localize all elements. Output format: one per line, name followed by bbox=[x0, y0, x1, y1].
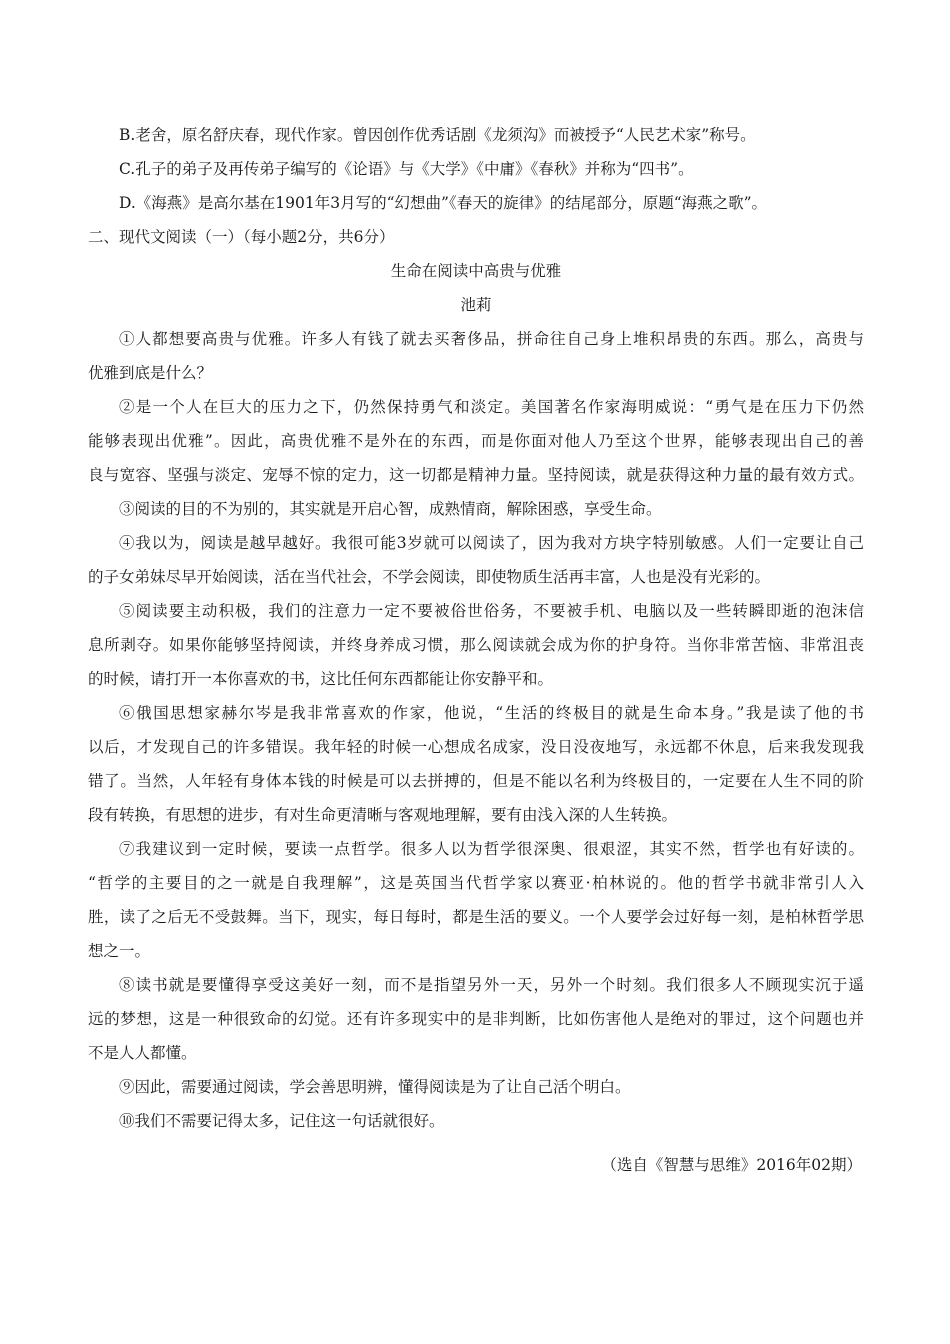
article-line: 想之一。 bbox=[88, 942, 151, 960]
article-author: 池莉 bbox=[460, 296, 492, 314]
article-line: 以后，才发现自己的许多错误。我年轻的时候一心想成名成家，没日没夜地写，永远都不休息，后来我发现我 bbox=[88, 738, 864, 756]
article-line: 段有转换，有思想的进步，有对生命更清晰与客观地理解，要有由浅入深的人生转换。 bbox=[88, 806, 678, 824]
article-line: ②是一个人在巨大的压力之下，仍然保持勇气和淡定。美国著名作家海明威说：“勇气是在压力下仍然 bbox=[119, 398, 864, 416]
option-c: C.孔子的弟子及再传弟子编写的《论语》与《大学》《中庸》《春秋》并称为“四书”。 bbox=[119, 160, 694, 178]
article-line: ④我以为，阅读是越早越好。我很可能3岁就可以阅读了，因为我对方块字特别敏感。人们一定要让自己 bbox=[119, 534, 864, 552]
article-line: ⑤阅读要主动积极，我们的注意力一定不要被俗世俗务，不要被手机、电脑以及一些转瞬即逝的泡沫信 bbox=[119, 602, 864, 620]
article-line: 的时候，请打开一本你喜欢的书，这比任何东西都能让你安静平和。 bbox=[88, 670, 554, 688]
option-b: B.老舍，原名舒庆春，现代作家。曾因创作优秀话剧《龙须沟》而被授予“人民艺术家”称号。 bbox=[119, 126, 756, 144]
article-line: 的子女弟妹尽早开始阅读，活在当代社会，不学会阅读，即使物质生活再丰富，人也是没有光彩的。 bbox=[88, 568, 771, 586]
article-line: 远的梦想，这是一种很致命的幻觉。还有许多现实中的是非判断，比如伤害他人是绝对的罪过，这个问题也并 bbox=[88, 1010, 864, 1028]
article-line: ③阅读的目的不为别的，其实就是开启心智，成熟情商，解除困惑，享受生命。 bbox=[119, 500, 662, 518]
article-line: ①人都想要高贵与优雅。许多人有钱了就去买奢侈品，拼命往自己身上堆积昂贵的东西。那么，高贵与 bbox=[119, 330, 864, 348]
article-line: 优雅到底是什么？ bbox=[88, 364, 213, 382]
article-body bbox=[88, 322, 864, 1138]
article-line: 能够表现出优雅”。因此，高贵优雅不是外在的东西，而是你面对他人乃至这个世界，能够表现出自己的善 bbox=[88, 432, 864, 450]
article-line: ⑧读书就是要懂得享受这美好一刻，而不是指望另外一天，另外一个时刻。我们很多人不顾现实沉于遥 bbox=[119, 976, 864, 994]
article-line: 胜，读了之后无不受鼓舞。当下，现实，每日每时，都是生活的要义。一个人要学会过好每一刻，是柏林哲学思 bbox=[88, 908, 864, 926]
article-line: “哲学的主要目的之一就是自我理解”，这是英国当代哲学家以赛亚·柏林说的。他的哲学书就非常引人入 bbox=[88, 874, 864, 892]
article-line: 息所剥夺。如果你能够坚持阅读，并终身养成习惯，那么阅读就会成为你的护身符。当你非常苦恼、非常沮丧 bbox=[88, 636, 864, 654]
article-source: （选自《智慧与思维》2016年02期） bbox=[601, 1156, 862, 1174]
article-title: 生命在阅读中高贵与优雅 bbox=[390, 262, 562, 280]
article-line: ⑥俄国思想家赫尔岑是我非常喜欢的作家，他说，“生活的终极目的就是生命本身。”我是读了他的书 bbox=[119, 704, 864, 722]
option-d: D.《海燕》是高尔基在1901年3月写的“幻想曲”《春天的旋律》的结尾部分，原题“海燕之歌”。 bbox=[119, 194, 768, 212]
article-line: 错了。当然，人年轻有身体本钱的时候是可以去拼搏的，但是不能以名利为终极目的，一定要在人生不同的阶 bbox=[88, 772, 864, 790]
article-line: 良与宽容、坚强与淡定、宠辱不惊的定力，这一切都是精神力量。坚持阅读，就是获得这种力量的最有效方式。 bbox=[88, 466, 864, 484]
article-line: ⑨因此，需要通过阅读，学会善思明辨，懂得阅读是为了让自己活个明白。 bbox=[119, 1078, 631, 1096]
article-line: ⑩我们不需要记得太多，记住这一句话就很好。 bbox=[119, 1112, 445, 1130]
article-line: 不是人人都懂。 bbox=[88, 1044, 197, 1062]
section-heading: 二、现代文阅读（一）（每小题2分，共6分） bbox=[88, 228, 395, 246]
document-page bbox=[88, 118, 864, 1182]
article-line: ⑦我建议到一定时候，要读一点哲学。很多人以为哲学很深奥、很艰涩，其实不然，哲学也有好读的。 bbox=[119, 840, 864, 858]
